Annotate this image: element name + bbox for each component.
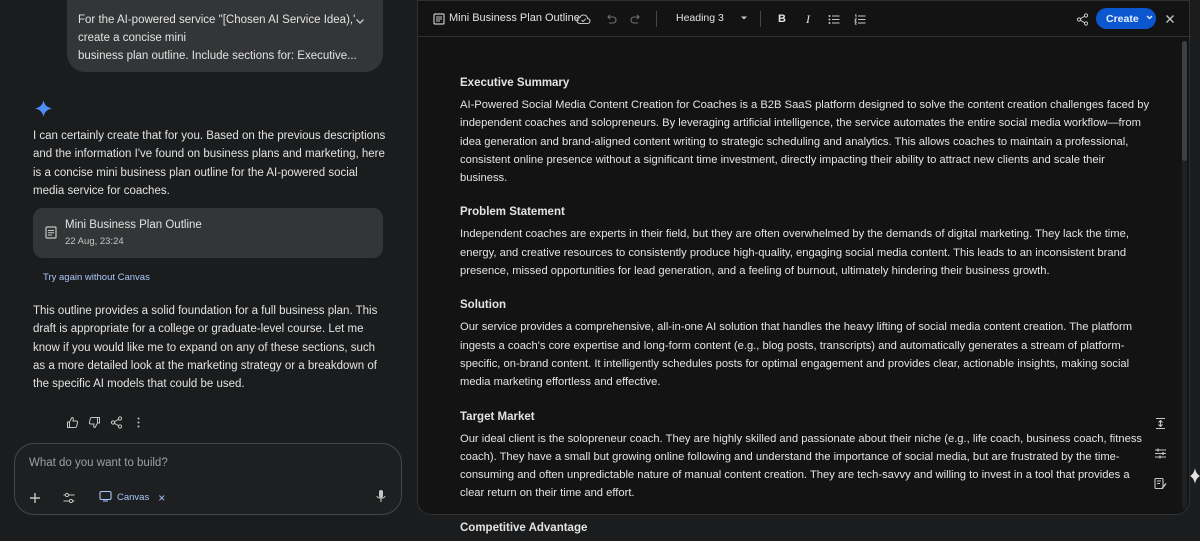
canvas-side-tools: [1152, 415, 1168, 491]
toolbar-divider: [760, 11, 761, 27]
response-outro: This outline provides a solid foundation for a full business plan. This draft is appropriate for a college or graduate-level course. Let me know if you would like me to expand on any of these sections, such as a more detailed look at the marketing strategy or a breakdown of the specific AI models that could be used.: [33, 305, 378, 391]
section-heading: Target Market: [460, 410, 535, 423]
chat-pane: [0, 0, 412, 525]
user-prompt-line: For the AI-powered service "[Chosen AI Service Idea),': [78, 14, 356, 26]
user-prompt-line: create a concise mini: [78, 32, 187, 44]
chevron-down-icon[interactable]: [353, 14, 367, 28]
document-card-title: Mini Business Plan Outline: [65, 219, 202, 231]
composer-tools: [27, 488, 169, 507]
share-icon[interactable]: [110, 416, 123, 429]
prompt-composer[interactable]: [14, 443, 402, 515]
bold-icon[interactable]: B: [778, 13, 786, 25]
close-icon[interactable]: [1162, 11, 1178, 27]
thumb-down-icon[interactable]: [88, 416, 101, 429]
chevron-down-icon: [1145, 13, 1154, 25]
section-heading: Competitive Advantage: [460, 521, 588, 534]
document-icon: [432, 12, 445, 25]
more-vert-icon[interactable]: [132, 416, 145, 429]
thumb-up-icon[interactable]: [66, 416, 79, 429]
canvas-icon: [99, 490, 112, 505]
document-card[interactable]: [33, 208, 383, 258]
scrollbar-thumb[interactable]: [1182, 41, 1187, 161]
section-body: Independent coaches are experts in their field, but they are often overwhelmed by the demands of digital marketing. They lack the time, energy, and creative resources to consistently produce high-quality, engaging social media content. This leads to an inconsistent brand presence, missed opportunities for lead generation, and a feeling of burnout, ultimately hindering their business growth.: [460, 228, 1129, 278]
try-again-without-canvas-link[interactable]: Try again without Canvas: [43, 272, 150, 283]
sparkle-icon: [35, 100, 52, 117]
create-button-label: Create: [1106, 12, 1139, 25]
italic-icon[interactable]: I: [806, 11, 810, 26]
undo-icon[interactable]: [603, 11, 619, 27]
prompt-input[interactable]: What do you want to build?: [29, 457, 168, 469]
document-body[interactable]: [460, 74, 1150, 541]
cloud-icon[interactable]: [575, 11, 591, 27]
bullet-list-icon[interactable]: [826, 11, 842, 27]
toolbar-divider: [656, 11, 657, 27]
tune-icon[interactable]: [61, 490, 77, 506]
redo-icon[interactable]: [628, 11, 644, 27]
canvas-toolbar: [418, 1, 1191, 37]
section-body: Our service provides a comprehensive, all-in-one AI solution that handles the heavy lifting of social media content creation. The platform ingests a coach's core expertise and long-form content (e.g., blog posts, transcripts) and automatically generates a stream of platform-specific, on-brand content. It intelligently schedules posts for optimal engagement and provides clear, actionable insights, making social media marketing effortless and effective.: [460, 321, 1133, 389]
create-button[interactable]: [1096, 8, 1156, 29]
heading-style-select[interactable]: Heading 3: [676, 12, 724, 24]
user-prompt-line: business plan outline. Include sections for: Executive...: [78, 50, 357, 62]
document-card-timestamp: 22 Aug, 23:24: [65, 236, 124, 247]
document-icon: [45, 226, 57, 239]
section-body: Our ideal client is the solopreneur coach. They are highly skilled and passionate about their niche (e.g., life coach, business coach, fitness coach). They have a small but growing online following and understand the importance of social media, but are frustrated by the time-consuming and often unpredictable nature of manual content creation. They are tech-savvy and willing to invest in a tool that provides a clear return on their time and effort.: [460, 432, 1143, 500]
mic-icon[interactable]: [373, 488, 389, 504]
filter-icon[interactable]: [1152, 445, 1168, 461]
section-heading: Executive Summary: [460, 77, 570, 89]
response-intro: I can certainly create that for you. Based on the previous descriptions and the information I've found on business plans and marketing, here is a concise mini business plan outline for the AI-powered social media service for coaches.: [33, 130, 386, 197]
canvas-chip[interactable]: [95, 488, 169, 507]
edit-note-icon[interactable]: [1152, 475, 1168, 491]
close-icon[interactable]: ×: [158, 490, 166, 505]
numbered-list-icon[interactable]: [852, 11, 868, 27]
section-heading: Problem Statement: [460, 206, 565, 219]
response-actions: [66, 416, 145, 429]
sparkle-icon[interactable]: [1187, 468, 1200, 484]
align-icon[interactable]: [1152, 415, 1168, 431]
canvas-title[interactable]: Mini Business Plan Outline: [449, 12, 580, 24]
plus-icon[interactable]: [27, 490, 43, 506]
chevron-down-icon[interactable]: [738, 12, 750, 24]
user-prompt-bubble[interactable]: [67, 0, 383, 72]
canvas-editor: [417, 0, 1190, 534]
section-heading: Solution: [460, 299, 506, 312]
canvas-chip-label: Canvas: [117, 492, 150, 503]
section-body: AI-Powered Social Media Content Creation for Coaches is a B2B SaaS platform designed to solve the content creation challenges faced by independent coaches and solopreneurs. By leveraging artificial intelligence, the service automates the entire social media workflow—from idea generation and brand-aligned content writing to strategic scheduling and analytics. This allows coaches to maintain a professional, consistent online presence without a significant time investment, directly impacting their ability to attract new clients and scale their business.: [460, 99, 1150, 185]
share-icon[interactable]: [1074, 11, 1090, 27]
